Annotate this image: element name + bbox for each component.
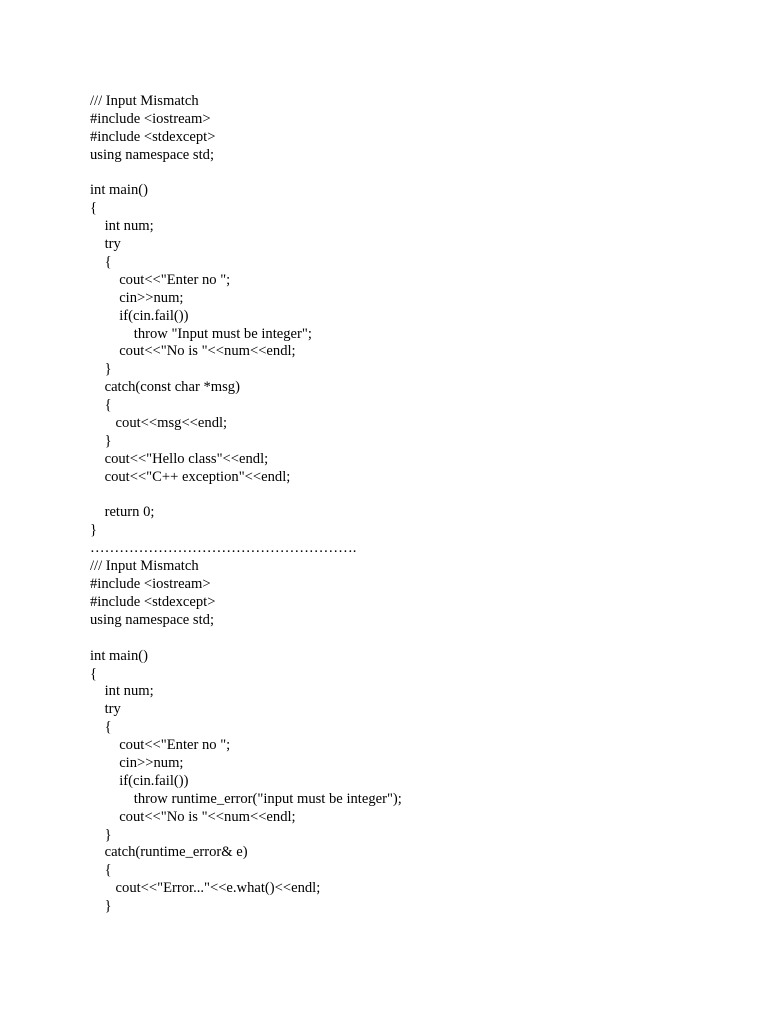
code-line: if(cin.fail()) <box>90 772 189 789</box>
code-line: cout<<"Hello class"<<endl; <box>90 450 269 467</box>
code-line: int main() <box>90 647 148 664</box>
code-line: cout<<"Enter no "; <box>90 271 231 288</box>
code-line <box>90 487 730 505</box>
code-line: } <box>90 432 112 449</box>
code-line: if(cin.fail()) <box>90 307 189 324</box>
code-line <box>90 630 730 648</box>
code-line: using namespace std; <box>90 146 215 163</box>
code-line: } <box>90 361 112 378</box>
code-line: { <box>90 397 112 414</box>
code-line <box>90 165 730 183</box>
code-listing <box>90 93 730 916</box>
code-line: try <box>90 236 121 253</box>
code-line: cout<<"Error..."<<e.what()<<endl; <box>90 880 321 897</box>
code-line: int num; <box>90 683 154 700</box>
code-line: cout<<"No is "<<num<<endl; <box>90 343 296 360</box>
code-line: cout<<"No is "<<num<<endl; <box>90 808 296 825</box>
code-line: { <box>90 719 112 736</box>
code-line: using namespace std; <box>90 611 215 628</box>
code-line: cin>>num; <box>90 754 184 771</box>
code-line: #include <iostream> <box>90 110 211 127</box>
code-line: /// Input Mismatch <box>90 93 199 109</box>
code-line: { <box>90 254 112 271</box>
code-line: { <box>90 665 98 682</box>
code-line: } <box>90 522 98 539</box>
code-line: cout<<msg<<endl; <box>90 415 228 432</box>
code-line: int num; <box>90 218 154 235</box>
code-line: int main() <box>90 182 148 199</box>
code-line: { <box>90 200 98 217</box>
code-line: } <box>90 826 112 843</box>
code-line: } <box>90 898 112 915</box>
code-line: catch(runtime_error& e) <box>90 844 248 861</box>
code-line: cout<<"Enter no "; <box>90 737 231 754</box>
code-line: throw runtime_error("input must be integer"); <box>90 790 402 807</box>
code-line: { <box>90 862 112 879</box>
code-line: return 0; <box>90 504 155 521</box>
code-line: catch(const char *msg) <box>90 379 240 396</box>
code-line: #include <stdexcept> <box>90 593 216 610</box>
code-line: try <box>90 701 121 718</box>
code-line: #include <stdexcept> <box>90 128 216 145</box>
code-line: cout<<"C++ exception"<<endl; <box>90 468 291 485</box>
code-line: ………………………………………………. <box>90 540 357 557</box>
code-line: throw "Input must be integer"; <box>90 325 312 342</box>
code-line: cin>>num; <box>90 289 184 306</box>
code-line: #include <iostream> <box>90 576 211 593</box>
code-line: /// Input Mismatch <box>90 558 199 575</box>
